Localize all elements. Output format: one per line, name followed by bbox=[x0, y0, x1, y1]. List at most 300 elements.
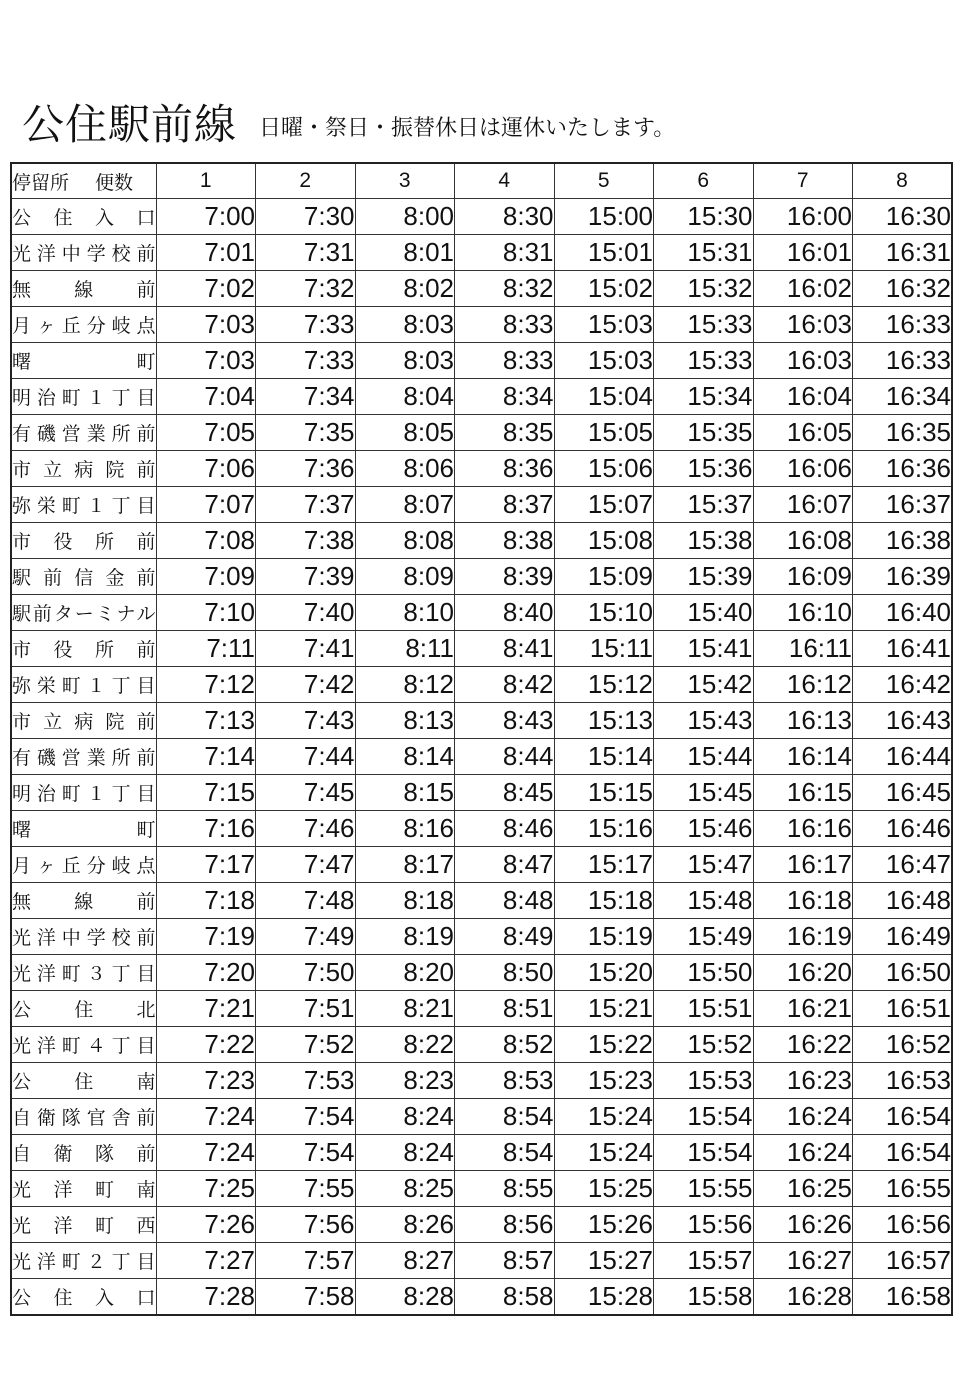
stop-name-cell bbox=[11, 1207, 156, 1243]
departure-time-cell: 15:40 bbox=[654, 595, 754, 631]
departure-time-cell: 7:56 bbox=[256, 1207, 356, 1243]
departure-time-cell: 8:33 bbox=[455, 307, 555, 343]
table-row bbox=[11, 595, 952, 631]
table-row bbox=[11, 415, 952, 451]
stop-name-cell bbox=[11, 919, 156, 955]
stop-name-cell bbox=[11, 631, 156, 667]
departure-time-cell: 15:08 bbox=[554, 523, 654, 559]
table-row bbox=[11, 631, 952, 667]
departure-time-cell: 8:24 bbox=[355, 1099, 455, 1135]
table-row bbox=[11, 775, 952, 811]
stop-name: 無線前 bbox=[12, 891, 156, 913]
departure-time-cell: 15:21 bbox=[554, 991, 654, 1027]
departure-time-cell: 15:20 bbox=[554, 955, 654, 991]
departure-time-cell: 7:52 bbox=[256, 1027, 356, 1063]
table-row bbox=[11, 1171, 952, 1207]
departure-time-cell: 16:26 bbox=[753, 1207, 853, 1243]
departure-time-cell: 8:33 bbox=[455, 343, 555, 379]
departure-time-cell: 8:16 bbox=[355, 811, 455, 847]
departure-time-cell: 7:30 bbox=[256, 199, 356, 235]
departure-time-cell: 16:27 bbox=[753, 1243, 853, 1279]
table-row bbox=[11, 1135, 952, 1171]
departure-time-cell: 8:54 bbox=[455, 1135, 555, 1171]
departure-time-cell: 16:06 bbox=[753, 451, 853, 487]
departure-time-cell: 7:31 bbox=[256, 235, 356, 271]
departure-time-cell: 15:04 bbox=[554, 379, 654, 415]
departure-time-cell: 8:46 bbox=[455, 811, 555, 847]
table-row bbox=[11, 1279, 952, 1316]
departure-time-cell: 8:22 bbox=[355, 1027, 455, 1063]
stop-name: 公住入口 bbox=[12, 1287, 156, 1309]
table-row bbox=[11, 451, 952, 487]
departure-time-cell: 16:44 bbox=[853, 739, 953, 775]
departure-time-cell: 16:28 bbox=[753, 1279, 853, 1316]
departure-time-cell: 8:07 bbox=[355, 487, 455, 523]
stop-name-cell bbox=[11, 1063, 156, 1099]
departure-time-cell: 15:37 bbox=[654, 487, 754, 523]
departure-time-cell: 7:24 bbox=[156, 1099, 256, 1135]
stop-name: 公住入口 bbox=[12, 207, 156, 229]
departure-time-cell: 7:23 bbox=[156, 1063, 256, 1099]
stop-name-cell bbox=[11, 775, 156, 811]
departure-time-cell: 8:21 bbox=[355, 991, 455, 1027]
table-row bbox=[11, 919, 952, 955]
departure-time-cell: 8:31 bbox=[455, 235, 555, 271]
table-row bbox=[11, 523, 952, 559]
departure-time-cell: 7:39 bbox=[256, 559, 356, 595]
departure-time-cell: 8:56 bbox=[455, 1207, 555, 1243]
stop-name-cell bbox=[11, 955, 156, 991]
stop-name-cell bbox=[11, 523, 156, 559]
stop-name: 有磯営業所前 bbox=[12, 747, 156, 769]
departure-time-cell: 7:13 bbox=[156, 703, 256, 739]
timetable-header-row bbox=[11, 163, 952, 199]
departure-time-cell: 16:09 bbox=[753, 559, 853, 595]
departure-time-cell: 8:09 bbox=[355, 559, 455, 595]
departure-time-cell: 15:57 bbox=[654, 1243, 754, 1279]
departure-time-cell: 7:45 bbox=[256, 775, 356, 811]
stop-name: 光洋町４丁目 bbox=[12, 1035, 156, 1057]
trip-number-header: 7 bbox=[753, 163, 853, 199]
departure-time-cell: 15:01 bbox=[554, 235, 654, 271]
departure-time-cell: 16:19 bbox=[753, 919, 853, 955]
stop-name: 無線前 bbox=[12, 279, 156, 301]
departure-time-cell: 7:21 bbox=[156, 991, 256, 1027]
stop-column-label: 停留所 bbox=[12, 171, 70, 194]
departure-time-cell: 16:04 bbox=[753, 379, 853, 415]
stop-name: 明治町１丁目 bbox=[12, 783, 156, 805]
timetable bbox=[10, 162, 953, 1316]
departure-time-cell: 15:34 bbox=[654, 379, 754, 415]
stop-name: 光洋町２丁目 bbox=[12, 1251, 156, 1273]
departure-time-cell: 7:42 bbox=[256, 667, 356, 703]
departure-time-cell: 15:26 bbox=[554, 1207, 654, 1243]
departure-time-cell: 16:47 bbox=[853, 847, 953, 883]
departure-time-cell: 15:51 bbox=[654, 991, 754, 1027]
departure-time-cell: 15:54 bbox=[654, 1135, 754, 1171]
departure-time-cell: 15:03 bbox=[554, 343, 654, 379]
departure-time-cell: 7:54 bbox=[256, 1135, 356, 1171]
departure-time-cell: 8:32 bbox=[455, 271, 555, 307]
table-row bbox=[11, 883, 952, 919]
departure-time-cell: 15:06 bbox=[554, 451, 654, 487]
departure-time-cell: 16:34 bbox=[853, 379, 953, 415]
table-row bbox=[11, 847, 952, 883]
table-row bbox=[11, 703, 952, 739]
departure-time-cell: 16:52 bbox=[853, 1027, 953, 1063]
departure-time-cell: 8:03 bbox=[355, 343, 455, 379]
departure-time-cell: 8:25 bbox=[355, 1171, 455, 1207]
departure-time-cell: 16:07 bbox=[753, 487, 853, 523]
departure-time-cell: 15:39 bbox=[654, 559, 754, 595]
departure-time-cell: 7:19 bbox=[156, 919, 256, 955]
timetable-body bbox=[11, 199, 952, 1316]
departure-time-cell: 15:46 bbox=[654, 811, 754, 847]
stop-name-cell bbox=[11, 451, 156, 487]
departure-time-cell: 15:32 bbox=[654, 271, 754, 307]
stop-name: 月ヶ丘分岐点 bbox=[12, 855, 156, 877]
departure-time-cell: 8:23 bbox=[355, 1063, 455, 1099]
departure-time-cell: 16:13 bbox=[753, 703, 853, 739]
departure-time-cell: 8:05 bbox=[355, 415, 455, 451]
departure-time-cell: 16:24 bbox=[753, 1135, 853, 1171]
departure-time-cell: 7:55 bbox=[256, 1171, 356, 1207]
departure-time-cell: 16:49 bbox=[853, 919, 953, 955]
table-row bbox=[11, 487, 952, 523]
stop-name: 駅前ターミナル bbox=[12, 603, 156, 625]
table-row bbox=[11, 811, 952, 847]
departure-time-cell: 8:13 bbox=[355, 703, 455, 739]
trip-row-label: 便数 bbox=[95, 171, 134, 194]
departure-time-cell: 7:35 bbox=[256, 415, 356, 451]
departure-time-cell: 15:02 bbox=[554, 271, 654, 307]
departure-time-cell: 15:41 bbox=[654, 631, 754, 667]
page-header bbox=[22, 100, 676, 149]
departure-time-cell: 7:26 bbox=[156, 1207, 256, 1243]
departure-time-cell: 16:03 bbox=[753, 307, 853, 343]
departure-time-cell: 7:24 bbox=[156, 1135, 256, 1171]
stop-name: 有磯営業所前 bbox=[12, 423, 156, 445]
departure-time-cell: 8:51 bbox=[455, 991, 555, 1027]
departure-time-cell: 8:54 bbox=[455, 1099, 555, 1135]
departure-time-cell: 16:50 bbox=[853, 955, 953, 991]
departure-time-cell: 16:23 bbox=[753, 1063, 853, 1099]
stop-name-cell bbox=[11, 667, 156, 703]
table-row bbox=[11, 199, 952, 235]
departure-time-cell: 15:03 bbox=[554, 307, 654, 343]
departure-time-cell: 16:31 bbox=[853, 235, 953, 271]
departure-time-cell: 7:37 bbox=[256, 487, 356, 523]
departure-time-cell: 15:43 bbox=[654, 703, 754, 739]
departure-time-cell: 7:20 bbox=[156, 955, 256, 991]
departure-time-cell: 16:12 bbox=[753, 667, 853, 703]
departure-time-cell: 15:31 bbox=[654, 235, 754, 271]
departure-time-cell: 7:33 bbox=[256, 343, 356, 379]
departure-time-cell: 7:33 bbox=[256, 307, 356, 343]
departure-time-cell: 7:38 bbox=[256, 523, 356, 559]
departure-time-cell: 16:32 bbox=[853, 271, 953, 307]
departure-time-cell: 16:10 bbox=[753, 595, 853, 631]
stop-name-cell bbox=[11, 307, 156, 343]
stop-name-cell bbox=[11, 1243, 156, 1279]
departure-time-cell: 15:13 bbox=[554, 703, 654, 739]
departure-time-cell: 15:22 bbox=[554, 1027, 654, 1063]
departure-time-cell: 7:18 bbox=[156, 883, 256, 919]
departure-time-cell: 16:54 bbox=[853, 1099, 953, 1135]
departure-time-cell: 15:36 bbox=[654, 451, 754, 487]
trip-number-header: 2 bbox=[256, 163, 356, 199]
table-row bbox=[11, 739, 952, 775]
departure-time-cell: 15:50 bbox=[654, 955, 754, 991]
departure-time-cell: 16:51 bbox=[853, 991, 953, 1027]
departure-time-cell: 15:58 bbox=[654, 1279, 754, 1316]
departure-time-cell: 7:15 bbox=[156, 775, 256, 811]
departure-time-cell: 8:24 bbox=[355, 1135, 455, 1171]
stop-name-cell bbox=[11, 235, 156, 271]
departure-time-cell: 8:58 bbox=[455, 1279, 555, 1316]
departure-time-cell: 8:27 bbox=[355, 1243, 455, 1279]
departure-time-cell: 15:35 bbox=[654, 415, 754, 451]
stop-name: 市立病院前 bbox=[12, 711, 156, 733]
table-row bbox=[11, 1063, 952, 1099]
departure-time-cell: 8:08 bbox=[355, 523, 455, 559]
table-row bbox=[11, 559, 952, 595]
departure-time-cell: 15:33 bbox=[654, 343, 754, 379]
departure-time-cell: 16:42 bbox=[853, 667, 953, 703]
departure-time-cell: 8:28 bbox=[355, 1279, 455, 1316]
departure-time-cell: 16:05 bbox=[753, 415, 853, 451]
departure-time-cell: 7:47 bbox=[256, 847, 356, 883]
departure-time-cell: 7:06 bbox=[156, 451, 256, 487]
departure-time-cell: 15:53 bbox=[654, 1063, 754, 1099]
departure-time-cell: 8:44 bbox=[455, 739, 555, 775]
departure-time-cell: 15:47 bbox=[654, 847, 754, 883]
departure-time-cell: 7:07 bbox=[156, 487, 256, 523]
departure-time-cell: 8:18 bbox=[355, 883, 455, 919]
stop-name: 光洋中学校前 bbox=[12, 927, 156, 949]
departure-time-cell: 7:10 bbox=[156, 595, 256, 631]
departure-time-cell: 7:36 bbox=[256, 451, 356, 487]
trip-number-header: 8 bbox=[853, 163, 953, 199]
stop-name-cell bbox=[11, 199, 156, 235]
stop-name-cell bbox=[11, 1171, 156, 1207]
departure-time-cell: 7:32 bbox=[256, 271, 356, 307]
trip-number-header: 1 bbox=[156, 163, 256, 199]
departure-time-cell: 16:02 bbox=[753, 271, 853, 307]
departure-time-cell: 15:15 bbox=[554, 775, 654, 811]
departure-time-cell: 15:19 bbox=[554, 919, 654, 955]
departure-time-cell: 15:18 bbox=[554, 883, 654, 919]
departure-time-cell: 16:08 bbox=[753, 523, 853, 559]
departure-time-cell: 7:49 bbox=[256, 919, 356, 955]
departure-time-cell: 7:00 bbox=[156, 199, 256, 235]
departure-time-cell: 7:04 bbox=[156, 379, 256, 415]
departure-time-cell: 8:04 bbox=[355, 379, 455, 415]
departure-time-cell: 16:16 bbox=[753, 811, 853, 847]
departure-time-cell: 15:24 bbox=[554, 1099, 654, 1135]
departure-time-cell: 8:43 bbox=[455, 703, 555, 739]
departure-time-cell: 16:56 bbox=[853, 1207, 953, 1243]
table-row bbox=[11, 235, 952, 271]
departure-time-cell: 7:03 bbox=[156, 343, 256, 379]
departure-time-cell: 16:37 bbox=[853, 487, 953, 523]
stop-name: 市立病院前 bbox=[12, 459, 156, 481]
departure-time-cell: 16:25 bbox=[753, 1171, 853, 1207]
trip-number-header: 5 bbox=[554, 163, 654, 199]
table-row bbox=[11, 1243, 952, 1279]
departure-time-cell: 15:45 bbox=[654, 775, 754, 811]
departure-time-cell: 7:05 bbox=[156, 415, 256, 451]
departure-time-cell: 8:40 bbox=[455, 595, 555, 631]
departure-time-cell: 8:11 bbox=[355, 631, 455, 667]
departure-time-cell: 16:48 bbox=[853, 883, 953, 919]
stop-name-cell bbox=[11, 1027, 156, 1063]
departure-time-cell: 7:46 bbox=[256, 811, 356, 847]
departure-time-cell: 8:50 bbox=[455, 955, 555, 991]
departure-time-cell: 15:52 bbox=[654, 1027, 754, 1063]
departure-time-cell: 7:34 bbox=[256, 379, 356, 415]
stop-name-cell bbox=[11, 487, 156, 523]
departure-time-cell: 8:26 bbox=[355, 1207, 455, 1243]
departure-time-cell: 15:12 bbox=[554, 667, 654, 703]
table-row bbox=[11, 271, 952, 307]
departure-time-cell: 16:30 bbox=[853, 199, 953, 235]
departure-time-cell: 7:48 bbox=[256, 883, 356, 919]
departure-time-cell: 8:02 bbox=[355, 271, 455, 307]
departure-time-cell: 8:53 bbox=[455, 1063, 555, 1099]
stop-name-cell bbox=[11, 1279, 156, 1316]
stop-name: 曙町 bbox=[12, 819, 156, 841]
departure-time-cell: 16:54 bbox=[853, 1135, 953, 1171]
departure-time-cell: 8:45 bbox=[455, 775, 555, 811]
departure-time-cell: 7:43 bbox=[256, 703, 356, 739]
departure-time-cell: 8:39 bbox=[455, 559, 555, 595]
departure-time-cell: 7:22 bbox=[156, 1027, 256, 1063]
departure-time-cell: 8:19 bbox=[355, 919, 455, 955]
departure-time-cell: 8:55 bbox=[455, 1171, 555, 1207]
stop-name-cell bbox=[11, 739, 156, 775]
departure-time-cell: 16:11 bbox=[753, 631, 853, 667]
departure-time-cell: 15:14 bbox=[554, 739, 654, 775]
stop-name: 公住南 bbox=[12, 1071, 156, 1093]
stop-name: 月ヶ丘分岐点 bbox=[12, 315, 156, 337]
departure-time-cell: 15:11 bbox=[554, 631, 654, 667]
stop-name-cell bbox=[11, 343, 156, 379]
departure-time-cell: 16:45 bbox=[853, 775, 953, 811]
departure-time-cell: 16:20 bbox=[753, 955, 853, 991]
departure-time-cell: 16:17 bbox=[753, 847, 853, 883]
stop-name-cell bbox=[11, 559, 156, 595]
departure-time-cell: 15:24 bbox=[554, 1135, 654, 1171]
stop-name-cell bbox=[11, 1135, 156, 1171]
departure-time-cell: 7:28 bbox=[156, 1279, 256, 1316]
stop-name-cell bbox=[11, 271, 156, 307]
departure-time-cell: 15:09 bbox=[554, 559, 654, 595]
departure-time-cell: 16:35 bbox=[853, 415, 953, 451]
departure-time-cell: 8:47 bbox=[455, 847, 555, 883]
stop-name: 市役所前 bbox=[12, 531, 156, 553]
stop-name-cell bbox=[11, 847, 156, 883]
table-row bbox=[11, 1207, 952, 1243]
departure-time-cell: 15:56 bbox=[654, 1207, 754, 1243]
departure-time-cell: 15:42 bbox=[654, 667, 754, 703]
departure-time-cell: 15:00 bbox=[554, 199, 654, 235]
table-row bbox=[11, 1099, 952, 1135]
departure-time-cell: 8:34 bbox=[455, 379, 555, 415]
departure-time-cell: 16:01 bbox=[753, 235, 853, 271]
departure-time-cell: 8:17 bbox=[355, 847, 455, 883]
departure-time-cell: 7:02 bbox=[156, 271, 256, 307]
departure-time-cell: 15:25 bbox=[554, 1171, 654, 1207]
departure-time-cell: 8:01 bbox=[355, 235, 455, 271]
stop-name-cell bbox=[11, 811, 156, 847]
table-row bbox=[11, 991, 952, 1027]
trip-number-header: 4 bbox=[455, 163, 555, 199]
departure-time-cell: 16:57 bbox=[853, 1243, 953, 1279]
departure-time-cell: 16:18 bbox=[753, 883, 853, 919]
departure-time-cell: 15:49 bbox=[654, 919, 754, 955]
departure-time-cell: 8:35 bbox=[455, 415, 555, 451]
departure-time-cell: 8:06 bbox=[355, 451, 455, 487]
table-row bbox=[11, 307, 952, 343]
trip-number-header: 6 bbox=[654, 163, 754, 199]
stop-name: 曙町 bbox=[12, 351, 156, 373]
stop-name: 光洋町南 bbox=[12, 1179, 156, 1201]
departure-time-cell: 7:14 bbox=[156, 739, 256, 775]
departure-time-cell: 8:15 bbox=[355, 775, 455, 811]
departure-time-cell: 8:41 bbox=[455, 631, 555, 667]
departure-time-cell: 16:21 bbox=[753, 991, 853, 1027]
departure-time-cell: 7:41 bbox=[256, 631, 356, 667]
stop-name: 光洋町３丁目 bbox=[12, 963, 156, 985]
departure-time-cell: 15:33 bbox=[654, 307, 754, 343]
stop-name: 公住北 bbox=[12, 999, 156, 1021]
departure-time-cell: 15:05 bbox=[554, 415, 654, 451]
departure-time-cell: 16:55 bbox=[853, 1171, 953, 1207]
stop-name-cell bbox=[11, 883, 156, 919]
departure-time-cell: 8:38 bbox=[455, 523, 555, 559]
departure-time-cell: 8:48 bbox=[455, 883, 555, 919]
departure-time-cell: 7:51 bbox=[256, 991, 356, 1027]
departure-time-cell: 7:27 bbox=[156, 1243, 256, 1279]
departure-time-cell: 7:01 bbox=[156, 235, 256, 271]
departure-time-cell: 15:17 bbox=[554, 847, 654, 883]
stop-name-cell bbox=[11, 415, 156, 451]
departure-time-cell: 7:16 bbox=[156, 811, 256, 847]
table-row bbox=[11, 955, 952, 991]
stop-name-cell bbox=[11, 379, 156, 415]
stop-name-cell bbox=[11, 1099, 156, 1135]
stop-name-cell bbox=[11, 703, 156, 739]
corner-header bbox=[11, 163, 156, 199]
departure-time-cell: 15:10 bbox=[554, 595, 654, 631]
departure-time-cell: 16:00 bbox=[753, 199, 853, 235]
departure-time-cell: 7:40 bbox=[256, 595, 356, 631]
stop-name: 光洋中学校前 bbox=[12, 243, 156, 265]
departure-time-cell: 7:50 bbox=[256, 955, 356, 991]
departure-time-cell: 7:44 bbox=[256, 739, 356, 775]
trip-number-header: 3 bbox=[355, 163, 455, 199]
departure-time-cell: 7:58 bbox=[256, 1279, 356, 1316]
stop-name-cell bbox=[11, 595, 156, 631]
stop-name: 市役所前 bbox=[12, 639, 156, 661]
departure-time-cell: 7:12 bbox=[156, 667, 256, 703]
departure-time-cell: 8:12 bbox=[355, 667, 455, 703]
departure-time-cell: 15:27 bbox=[554, 1243, 654, 1279]
departure-time-cell: 16:46 bbox=[853, 811, 953, 847]
service-notice: 日曜・祭日・振替休日は運休いたします。 bbox=[259, 116, 676, 141]
departure-time-cell: 15:55 bbox=[654, 1171, 754, 1207]
